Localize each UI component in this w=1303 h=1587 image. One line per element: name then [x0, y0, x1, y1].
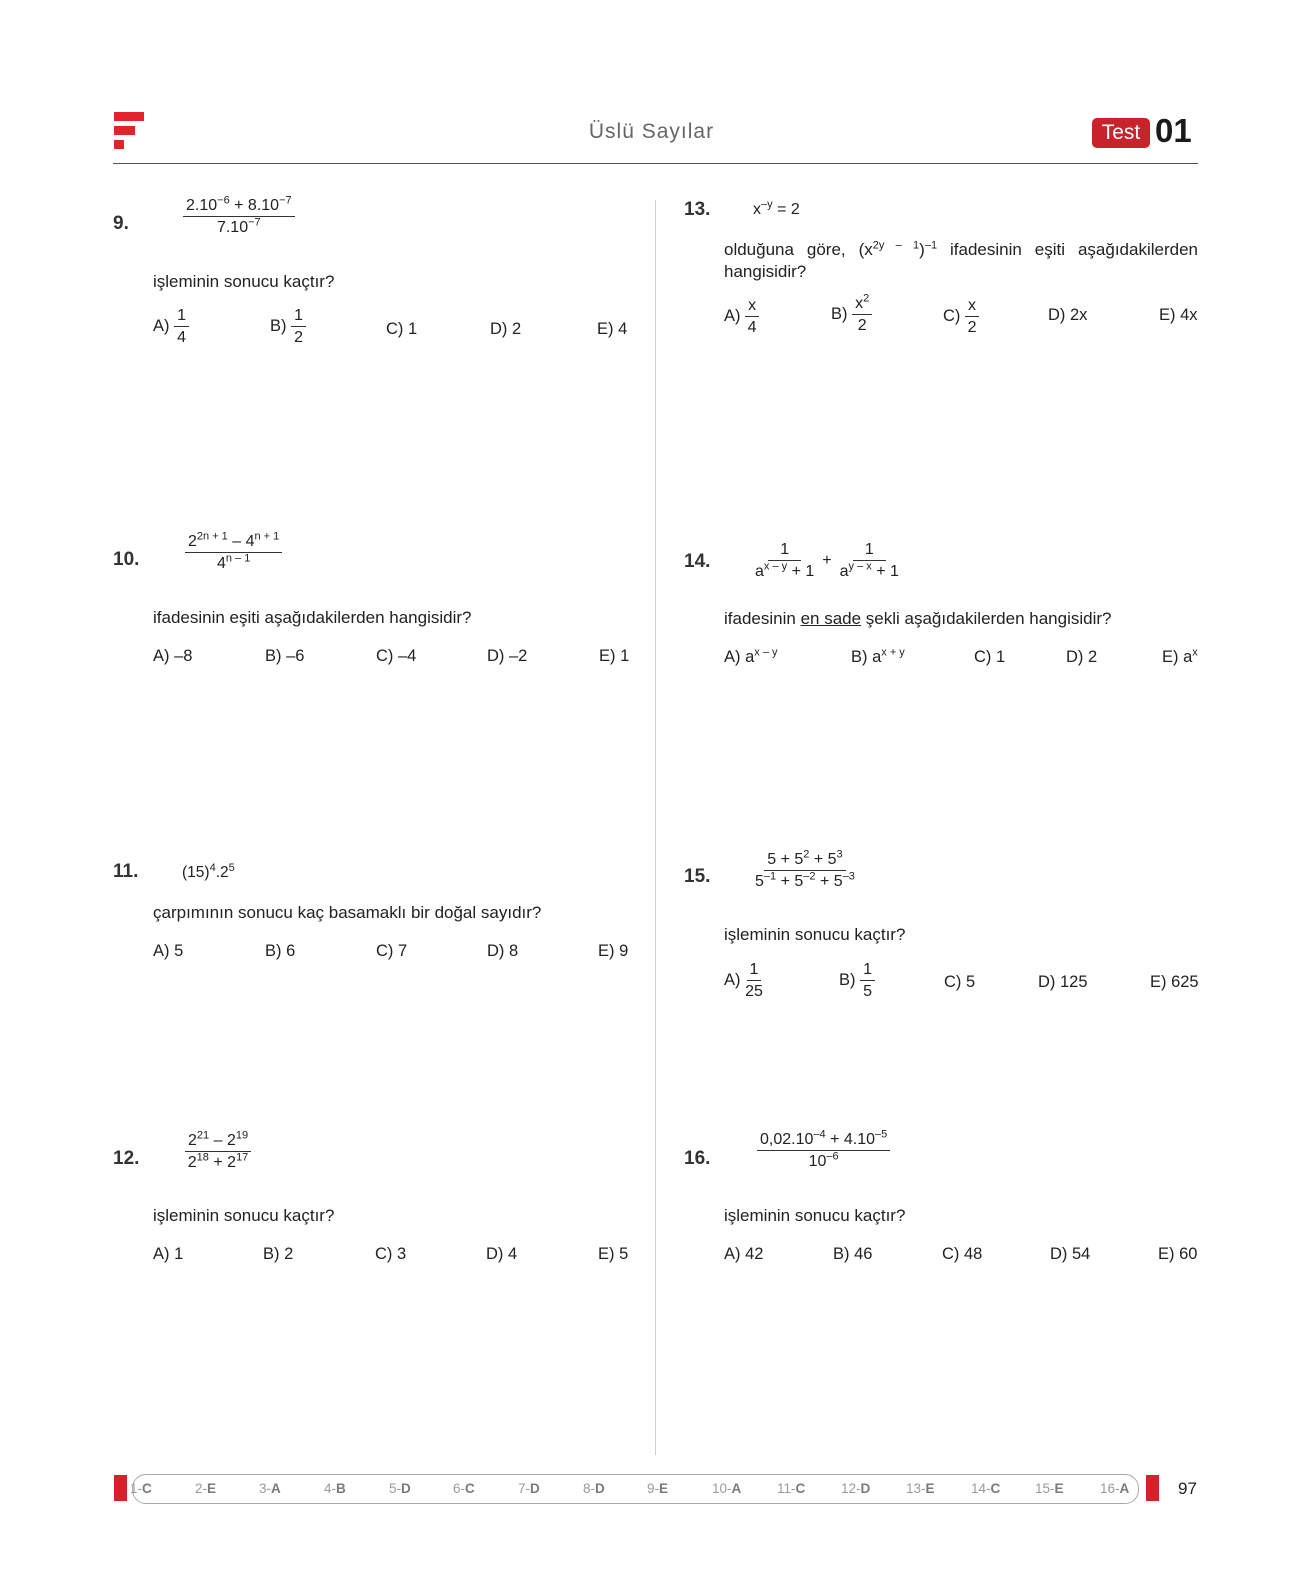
question-number: 9.	[113, 213, 129, 234]
question-expression: $\frac{2^{2n + 1} - 4^{n + 1}}{4^{n - 1}}$	[185, 532, 282, 573]
option-a[interactable]: A) $\frac{1}{4}$	[153, 306, 189, 347]
page-number: 97	[1178, 1479, 1197, 1498]
option-a[interactable]: A) $a^{x - y}$	[724, 646, 778, 666]
question-stem: işleminin sonucu kaçtır?	[153, 1206, 335, 1225]
question-number: 14.	[684, 551, 711, 572]
option-d[interactable]: D) –2	[487, 647, 528, 665]
option-b[interactable]: B) $\frac{1}{2}$	[270, 306, 306, 347]
question-stem-cont: hangisidir?	[724, 262, 807, 281]
question-number: 13.	[684, 199, 711, 220]
option-a[interactable]: A) –8	[153, 647, 193, 665]
emphasis-underline: en sade	[800, 609, 862, 628]
test-number: 01	[1155, 112, 1192, 149]
option-b[interactable]: B) $\frac{x^2}{2}$	[831, 294, 872, 335]
question-expression: $\frac{5 + 5^2 + 5^3}{5^{-1} + 5^{-2} + 5^{-3}}$	[755, 848, 855, 891]
answer-key-item: 11-C	[777, 1481, 806, 1496]
question-number: 10.	[113, 549, 140, 570]
option-b[interactable]: B) 46	[833, 1245, 873, 1263]
question-number: 15.	[684, 866, 711, 887]
question-stem: çarpımının sonucu kaç basamaklı bir doğal sayıdır?	[153, 903, 542, 922]
page-title: Üslü Sayılar	[588, 120, 715, 143]
option-b[interactable]: B) $a^{x + y}$	[851, 646, 905, 666]
option-d[interactable]: D) 125	[1038, 973, 1088, 991]
option-d[interactable]: D) 2x	[1048, 306, 1088, 324]
question-stem: ifadesinin en sade şekli aşağıdakilerden hangisidir?	[724, 609, 1112, 628]
question-number: 11.	[113, 861, 139, 882]
answer-key-item: 16-A	[1100, 1481, 1130, 1496]
header-divider	[113, 163, 1198, 164]
answer-key-item: 6-C	[453, 1481, 475, 1496]
test-badge: Test	[1092, 118, 1150, 148]
question-expression: $\frac{2.10^{-6} + 8.10^{-7}}{7.10^{-7}}$	[183, 196, 295, 237]
option-a[interactable]: A) $\frac{x}{4}$	[724, 296, 759, 337]
option-c[interactable]: C) $\frac{x}{2}$	[943, 296, 979, 337]
option-a[interactable]: A) $\frac{1}{25}$	[724, 961, 763, 1001]
answer-key-item: 4-B	[324, 1481, 346, 1496]
question-stem: işleminin sonucu kaçtır?	[724, 925, 906, 944]
option-c[interactable]: C) 1	[974, 648, 1006, 666]
option-b[interactable]: B) 2	[263, 1245, 294, 1263]
option-a[interactable]: A) 42	[724, 1245, 764, 1263]
option-d[interactable]: D) 2	[490, 320, 522, 338]
question-stem: işleminin sonucu kaçtır?	[153, 272, 335, 291]
option-e[interactable]: E) 5	[598, 1245, 629, 1263]
option-c[interactable]: C) 1	[386, 320, 418, 338]
answer-key-item: 8-D	[583, 1481, 605, 1496]
answer-key-item: 10-A	[712, 1481, 742, 1496]
option-e[interactable]: E) 4x	[1159, 306, 1198, 324]
question-given: $x^{-y} = 2$	[753, 198, 800, 218]
option-d[interactable]: D) 8	[487, 942, 519, 960]
column-divider	[655, 200, 656, 1455]
answer-bar-right-marker	[1146, 1475, 1159, 1501]
option-e[interactable]: E) 9	[598, 942, 629, 960]
question-expression: $\frac{2^{21} - 2^{19}}{2^{18} + 2^{17}}$	[185, 1131, 251, 1172]
option-e[interactable]: E) 1	[599, 647, 630, 665]
answer-key-item: 2-E	[195, 1481, 217, 1496]
option-c[interactable]: C) 3	[375, 1245, 407, 1263]
answer-key-item: 1-C	[130, 1481, 152, 1496]
question-stem: ifadesinin eşiti aşağıdakilerden hangisidir?	[153, 608, 472, 627]
option-a[interactable]: A) 5	[153, 942, 184, 960]
question-number: 16.	[684, 1148, 711, 1169]
question-stem: olduğuna göre, $(x^{2y - 1})^{-1}$ ifadesinin eşiti aşağıdakilerden	[724, 239, 1198, 259]
question-number: 12.	[113, 1148, 140, 1169]
option-e[interactable]: E) $a^x$	[1162, 646, 1198, 666]
question-expression: $\frac{1}{a^{x - y} + 1}$ + $\frac{1}{a^{y - x} + 1}$	[755, 541, 899, 581]
option-a[interactable]: A) 1	[153, 1245, 184, 1263]
option-b[interactable]: B) –6	[265, 647, 305, 665]
answer-key-item: 15-E	[1035, 1481, 1064, 1496]
answer-key-item: 7-D	[518, 1481, 540, 1496]
question-expression: $(15)^4.2^5$	[182, 861, 235, 881]
option-d[interactable]: D) 2	[1066, 648, 1098, 666]
answer-key-item: 12-D	[841, 1481, 871, 1496]
answer-key-item: 14-C	[971, 1481, 1001, 1496]
answer-key-item: 3-A	[259, 1481, 281, 1496]
option-c[interactable]: C) 5	[944, 973, 976, 991]
question-stem: işleminin sonucu kaçtır?	[724, 1206, 906, 1225]
option-d[interactable]: D) 4	[486, 1245, 518, 1263]
question-expression: $\frac{0,02.10^{-4} + 4.10^{-5}}{10^{-6}}$	[757, 1130, 890, 1171]
option-e[interactable]: E) 625	[1150, 973, 1199, 991]
option-b[interactable]: B) 6	[265, 942, 296, 960]
option-b[interactable]: B) $\frac{1}{5}$	[839, 960, 875, 1001]
option-c[interactable]: C) 48	[942, 1245, 983, 1263]
option-e[interactable]: E) 4	[597, 320, 628, 338]
option-d[interactable]: D) 54	[1050, 1245, 1091, 1263]
option-c[interactable]: C) –4	[376, 647, 417, 665]
option-c[interactable]: C) 7	[376, 942, 408, 960]
answer-bar-left-marker	[114, 1475, 127, 1501]
answer-key-item: 9-E	[647, 1481, 669, 1496]
answer-key-item: 13-E	[906, 1481, 935, 1496]
answer-key-item: 5-D	[389, 1481, 411, 1496]
option-e[interactable]: E) 60	[1158, 1245, 1198, 1263]
